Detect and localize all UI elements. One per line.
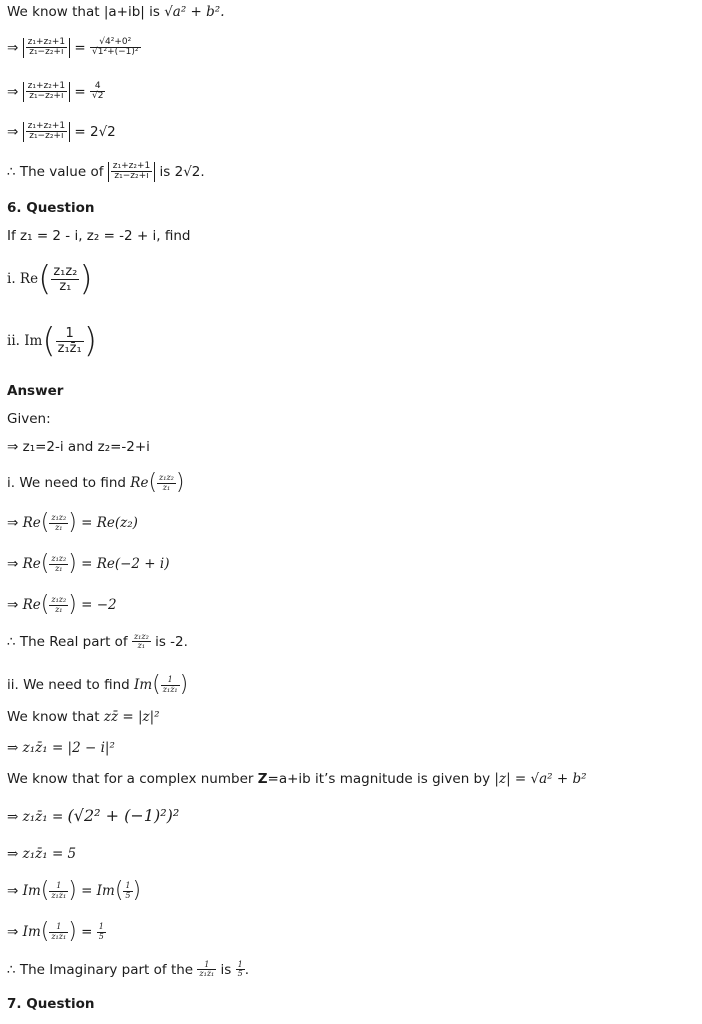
frac-num: z₁z₂: [159, 473, 174, 483]
frac-den: z₁: [137, 641, 146, 651]
lhs-denominator: z₁−z₂+i: [29, 131, 64, 142]
know-conjugate: [7, 711, 160, 725]
part-ii-intro-text: ii. We need to find: [7, 677, 135, 693]
modulus-line: ⇒ z₁z̄₁ = |2 − i|²: [7, 740, 115, 756]
lhs-numerator: z₁+z₂+1: [27, 121, 66, 131]
identity-text: We know that |a+ib| is: [7, 4, 165, 20]
lhs-denominator: z₁−z₂+i: [29, 91, 64, 102]
given-label: Given:: [7, 411, 51, 427]
step-line-1: ⇒ $\frac{\text{z₁+z₂+1}}{\text{z₁−z₂+i}}$ = $\frac{\text{√4²+0²}}{\text{√1²+(−1)²}}$: [7, 37, 139, 58]
given-values: ⇒ z₁=2-i and z₂=-2+i: [7, 439, 150, 455]
frac-num: z₁z₂: [51, 595, 67, 605]
lhs-denominator: z₁−z₂+i: [114, 171, 149, 182]
square-line: [7, 808, 179, 825]
five-line: ⇒ z₁z̄₁ = 5: [7, 846, 77, 862]
im-step-1: ⇒ Im( $\frac{1}{\text{z₁z̄₁}}$ ) = Im( $\frac{1}{5}$ ): [7, 878, 142, 903]
square-lhs: ⇒ z₁z̄₁ =: [7, 809, 68, 825]
frac-num: 1: [125, 881, 131, 891]
implies-arrow: ⇒: [7, 597, 19, 613]
lhs-numerator: z₁+z₂+1: [27, 37, 66, 47]
re-step-3: ⇒ Re( $\frac{\text{z₁z₂}}{\text{z₁}}$ ) = −2: [7, 592, 117, 617]
re-conclusion-value: is -2.: [150, 633, 188, 650]
im-conclusion-is: is: [216, 961, 236, 978]
re-symbol: Re: [22, 597, 41, 613]
frac-num: 1: [197, 961, 216, 970]
part-i-numerator: z₁z₂: [53, 263, 78, 279]
lhs-numerator: z₁+z₂+1: [27, 81, 66, 91]
rhs-numerator: 4: [90, 82, 105, 92]
im-step-2: ⇒ Im( $\frac{1}{\text{z₁z̄₁}}$ ) = $\frac{1}{5}$: [7, 919, 104, 944]
lhs-denominator: z₁−z₂+i: [29, 47, 64, 58]
part-i-intro: i. We need to find Re( $\frac{\text{z₁z₂}}{\text{z₁}}$ ): [7, 470, 185, 495]
frac-num: z₁z₂: [51, 554, 67, 564]
part-ii-label: ii. Im: [7, 333, 43, 349]
magnitude-definition: [7, 773, 587, 787]
conclusion-text: ∴ The value of: [7, 163, 108, 180]
implies-arrow: ⇒: [7, 39, 19, 56]
step-line-3: [7, 122, 116, 142]
re-symbol: Re: [130, 475, 149, 491]
frac-den: 5: [237, 969, 243, 979]
re-step-1: ⇒ Re( $\frac{\text{z₁z₂}}{\text{z₁}}$ ) = Re(z₂): [7, 510, 138, 535]
part-i-denominator: z₁: [59, 278, 72, 294]
magnitude-text-pre: We know that for a complex number: [7, 771, 258, 787]
im-symbol: Im: [22, 924, 41, 940]
magnitude-text-post: =a+ib it’s magnitude is given by: [267, 771, 495, 787]
part-ii-numerator: 1: [56, 327, 84, 342]
conjugate-identity: zz̄ = |z|²: [103, 709, 160, 725]
frac-num: z₁z₂: [51, 513, 67, 523]
rhs-numerator: √4²+0²: [90, 38, 141, 48]
implies-arrow: ⇒: [7, 556, 19, 572]
re-step-3-rhs: = −2: [76, 597, 117, 613]
answer-title: Answer: [7, 383, 64, 399]
frac-num: 1: [237, 960, 243, 969]
frac-den: z₁z̄₁: [51, 890, 67, 900]
im-step-1-rhs: = Im: [76, 883, 115, 899]
re-conclusion: [7, 633, 188, 651]
part-i-intro-text: i. We need to find: [7, 475, 131, 491]
part-ii-denominator: z₁z̄₁: [57, 340, 82, 356]
part-ii-intro: ii. We need to find Im( $\frac{1}{\text{z₁z̄₁}}$ ): [7, 672, 189, 697]
question-6-part-i: i. Re( $\frac{\text{z₁z₂}}{\text{z₁}}$ ): [7, 259, 93, 299]
frac-den: 5: [98, 931, 104, 941]
question-7-title: 7. Question: [7, 996, 95, 1012]
square-rhs: (√2² + (−1)²)²: [67, 806, 180, 825]
implies-arrow: ⇒: [7, 515, 19, 531]
re-step-2-rhs: = Re(−2 + i): [76, 556, 170, 572]
im-symbol: Im: [134, 677, 153, 693]
frac-den: z₁: [55, 563, 63, 573]
magnitude-z: Z: [257, 771, 268, 787]
frac-den: z₁: [162, 482, 171, 492]
part-i-label: i. Re: [7, 271, 39, 287]
re-symbol: Re: [22, 556, 41, 572]
rhs-value: = 2√2: [74, 123, 116, 140]
implies-arrow: ⇒: [7, 123, 19, 140]
value-conclusion: [7, 162, 205, 182]
implies-arrow: ⇒: [7, 883, 19, 899]
im-symbol: Im: [22, 883, 41, 899]
conclusion-value: is 2√2.: [159, 163, 205, 180]
frac-den: 5: [125, 890, 131, 900]
rhs-denominator: √2: [92, 91, 104, 102]
frac-den: z₁: [55, 604, 63, 614]
lhs-numerator: z₁+z₂+1: [112, 161, 151, 171]
step-line-2: ⇒ $\frac{\text{z₁+z₂+1}}{\text{z₁−z₂+i}}$ = $\frac{4}{√2}$: [7, 81, 104, 102]
identity-line: [7, 6, 225, 20]
frac-num: 1: [161, 676, 180, 685]
magnitude-formula: |z| = √a² + b²: [494, 771, 587, 787]
frac-den: z₁z̄₁: [51, 931, 67, 941]
question-6-statement: If z₁ = 2 - i, z₂ = -2 + i, find: [7, 228, 191, 244]
identity-expr: √a² + b².: [164, 4, 225, 20]
frac-den: z₁z̄₁: [162, 684, 178, 694]
implies-arrow: ⇒: [7, 83, 19, 100]
re-symbol: Re: [22, 515, 41, 531]
re-step-1-rhs: = Re(z₂): [76, 515, 138, 531]
im-conclusion-text: ∴ The Imaginary part of the: [7, 961, 198, 978]
frac-num: 1: [98, 922, 104, 932]
implies-arrow: ⇒: [7, 924, 19, 940]
frac-den: z₁: [55, 522, 63, 532]
frac-num: 1: [49, 923, 68, 932]
im-conclusion: ∴ The Imaginary part of the $\frac{1}{\text{z₁z̄₁}}$ is $\frac{1}{5}$ .: [7, 960, 250, 979]
question-6-title: 6. Question: [7, 200, 95, 216]
re-conclusion-text: ∴ The Real part of: [7, 633, 132, 650]
re-step-2: ⇒ Re( $\frac{\text{z₁z₂}}{\text{z₁}}$ ) = Re(−2 + i): [7, 551, 170, 576]
question-6-part-ii: ii. Im( $\frac{1}{\text{z₁z̄₁}}$ ): [7, 321, 97, 361]
frac-num: z₁z₂: [133, 632, 149, 641]
frac-den: z₁z̄₁: [199, 969, 215, 979]
rhs-denominator: √1²+(−1)²: [92, 47, 139, 58]
frac-num: 1: [49, 882, 68, 891]
know-text: We know that: [7, 709, 104, 725]
